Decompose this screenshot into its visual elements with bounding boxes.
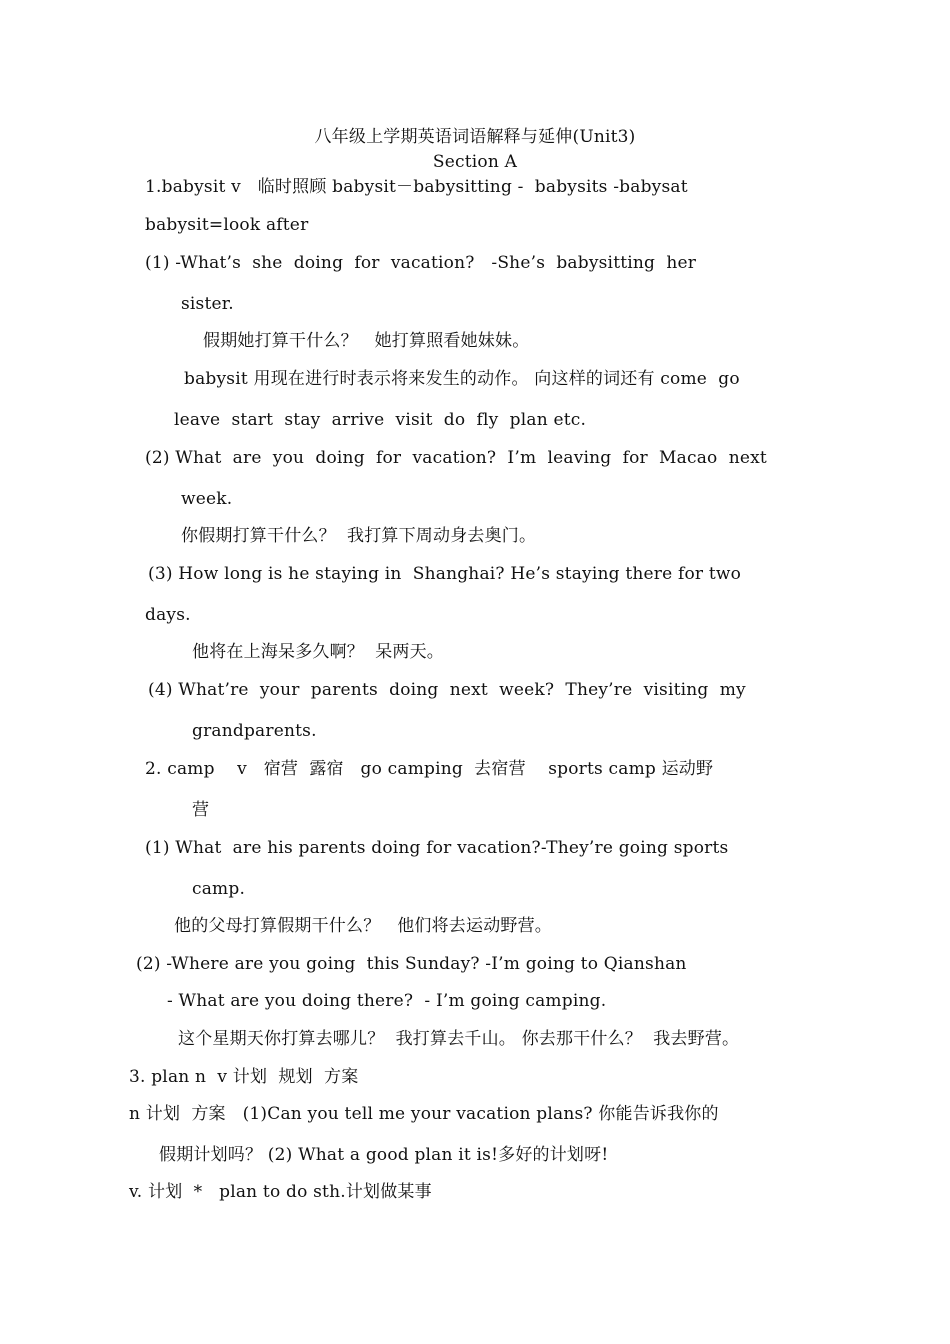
text-line: v. 计划 * plan to do sth.计划做某事 xyxy=(129,1182,432,1202)
translation-line: 假期她打算干什么？ 她打算照看她妹妹。 xyxy=(203,331,530,351)
vocab-entry-camp: 2. camp v 宿营 露宿 go camping 去宿营 sports camp 运动野 xyxy=(145,759,714,779)
example-sentence: (3) How long is he staying in Shanghai? He’s staying there for two xyxy=(148,564,742,584)
example-sentence: (1) -What’s she doing for vacation? -She’s babysitting her xyxy=(145,253,697,273)
text-line: camp. xyxy=(192,879,246,899)
text-line: days. xyxy=(145,605,191,625)
vocab-entry-babysit: 1.babysit v 临时照顾 babysit－babysitting - babysits -babysat xyxy=(145,177,688,197)
text-line: sister. xyxy=(181,294,234,314)
example-sentence: (1) What are his parents doing for vacation?-They’re going sports xyxy=(145,838,729,858)
text-line: 营 xyxy=(192,800,210,820)
example-sentence: (4) What’re your parents doing next week? They’re visiting my xyxy=(148,680,746,700)
vocab-entry-plan: 3. plan n v 计划 规划 方案 xyxy=(129,1067,359,1087)
document-title: 八年级上学期英语词语解释与延伸(Unit3) xyxy=(314,127,636,147)
text-line: 假期计划吗？ (2) What a good plan it is!多好的计划呀! xyxy=(159,1145,609,1165)
translation-line: 他的父母打算假期干什么？ 他们将去运动野营。 xyxy=(174,916,553,936)
example-sentence: n 计划 方案 (1)Can you tell me your vacation plans? 你能告诉我你的 xyxy=(129,1104,719,1124)
section-heading: Section A xyxy=(432,152,518,172)
translation-line: 他将在上海呆多久啊？ 呆两天。 xyxy=(192,642,445,662)
example-sentence: (2) What are you doing for vacation? I’m leaving for Macao next xyxy=(145,448,767,468)
translation-line: 你假期打算干什么？ 我打算下周动身去奥门。 xyxy=(181,526,537,546)
example-sentence: (2) -Where are you going this Sunday? -I’m going to Qianshan xyxy=(136,954,687,974)
example-sentence: - What are you doing there? - I’m going camping. xyxy=(167,991,607,1011)
text-line: babysit=look after xyxy=(145,215,309,235)
text-line: leave start stay arrive visit do fly plan etc. xyxy=(174,410,587,430)
text-line: week. xyxy=(181,489,233,509)
note-line: babysit 用现在进行时表示将来发生的动作。 向这样的词还有 come go xyxy=(184,369,740,389)
text-line: grandparents. xyxy=(192,721,317,741)
translation-line: 这个星期天你打算去哪儿？ 我打算去千山。 你去那干什么？ 我去野营。 xyxy=(178,1029,740,1049)
